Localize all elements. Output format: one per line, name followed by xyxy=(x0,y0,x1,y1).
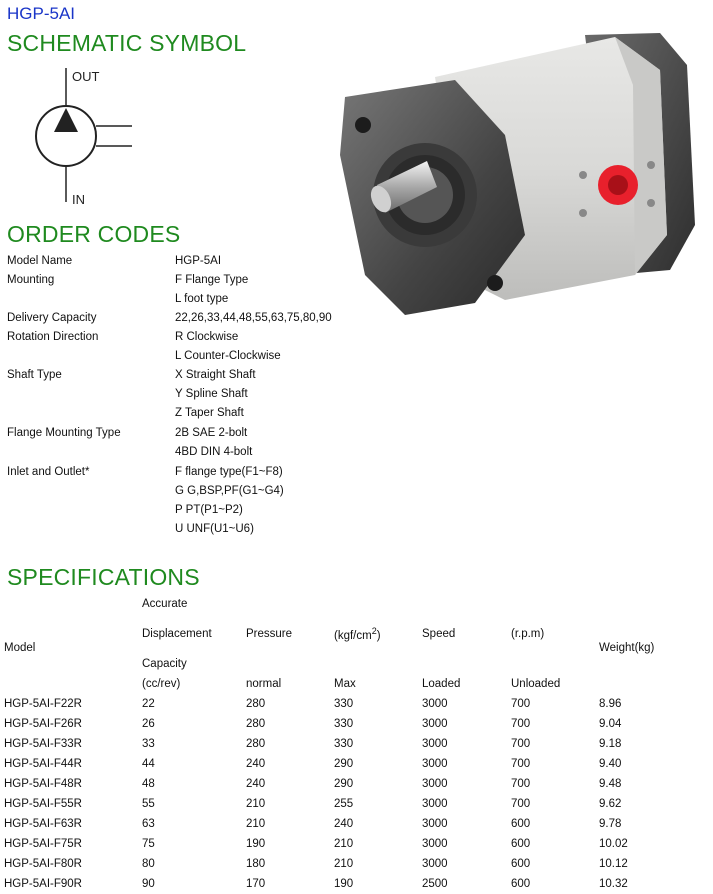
out-label: OUT xyxy=(72,69,100,84)
spec-cell-pressure-max: 330 xyxy=(334,718,354,730)
order-code-value: Y Spline Shaft xyxy=(175,388,248,400)
spec-cell-model: HGP-5AI-F75R xyxy=(4,838,82,850)
order-code-label: Model Name xyxy=(7,255,73,267)
header-cc-rev: (cc/rev) xyxy=(142,678,181,690)
pump-schematic-symbol xyxy=(20,62,150,212)
order-code-value: L Counter-Clockwise xyxy=(175,350,281,362)
spec-cell-weight: 9.62 xyxy=(599,798,622,810)
spec-cell-displacement: 44 xyxy=(142,758,155,770)
spec-cell-pressure-max: 290 xyxy=(334,778,354,790)
spec-cell-speed-unloaded: 600 xyxy=(511,878,531,890)
order-code-value: 2B SAE 2-bolt xyxy=(175,427,248,439)
spec-cell-pressure-max: 255 xyxy=(334,798,354,810)
header-speed: Speed xyxy=(422,628,456,640)
order-code-label: Flange Mounting Type xyxy=(7,427,121,439)
spec-cell-pressure-max: 210 xyxy=(334,858,354,870)
spec-cell-weight: 10.32 xyxy=(599,878,628,890)
order-code-value: L foot type xyxy=(175,293,229,305)
bolt-hole-top xyxy=(355,117,371,133)
spec-cell-speed-loaded: 3000 xyxy=(422,858,448,870)
order-code-value: G G,BSP,PF(G1~G4) xyxy=(175,485,284,497)
spec-cell-pressure-max: 330 xyxy=(334,698,354,710)
spec-cell-displacement: 63 xyxy=(142,818,155,830)
spec-cell-displacement: 55 xyxy=(142,798,155,810)
spec-cell-displacement: 26 xyxy=(142,718,155,730)
spec-cell-model: HGP-5AI-F33R xyxy=(4,738,82,750)
specifications-heading: SPECIFICATIONS xyxy=(7,564,200,590)
spec-cell-pressure-max: 240 xyxy=(334,818,354,830)
spec-header-row-4 xyxy=(4,674,699,694)
spec-row xyxy=(4,814,699,834)
spec-row xyxy=(4,734,699,754)
spec-row xyxy=(4,874,699,894)
spec-cell-speed-unloaded: 600 xyxy=(511,838,531,850)
spec-cell-speed-loaded: 3000 xyxy=(422,798,448,810)
spec-cell-pressure-normal: 280 xyxy=(246,698,266,710)
spec-row xyxy=(4,694,699,714)
order-codes-heading: ORDER CODES xyxy=(7,221,181,247)
order-code-label: Mounting xyxy=(7,274,55,286)
spec-cell-pressure-max: 330 xyxy=(334,738,354,750)
spec-cell-speed-loaded: 2500 xyxy=(422,878,448,890)
spec-cell-pressure-max: 190 xyxy=(334,878,354,890)
header-displacement: Displacement xyxy=(142,628,212,640)
spec-cell-speed-loaded: 3000 xyxy=(422,758,448,770)
spec-cell-weight: 9.04 xyxy=(599,718,622,730)
spec-header-row-2 xyxy=(4,614,699,654)
spec-cell-model: HGP-5AI-F80R xyxy=(4,858,82,870)
spec-cell-pressure-normal: 190 xyxy=(246,838,266,850)
spec-cell-displacement: 22 xyxy=(142,698,155,710)
spec-header-row-3 xyxy=(4,654,699,674)
header-model: Model xyxy=(4,642,36,654)
order-code-value: 22,26,33,44,48,55,63,75,80,90 xyxy=(175,312,332,324)
order-code-label: Inlet and Outlet* xyxy=(7,466,90,478)
header-normal: normal xyxy=(246,678,282,690)
direction-triangle xyxy=(54,108,78,132)
order-code-label: Delivery Capacity xyxy=(7,312,97,324)
spec-cell-weight: 10.02 xyxy=(599,838,628,850)
spec-cell-model: HGP-5AI-F63R xyxy=(4,818,82,830)
order-code-label: Shaft Type xyxy=(7,369,62,381)
specifications-table xyxy=(4,594,699,894)
spec-header-row-1 xyxy=(4,594,699,614)
order-code-value: F flange type(F1~F8) xyxy=(175,466,283,478)
spec-cell-pressure-normal: 170 xyxy=(246,878,266,890)
header-max: Max xyxy=(334,678,356,690)
spec-cell-displacement: 33 xyxy=(142,738,155,750)
spec-cell-speed-unloaded: 600 xyxy=(511,818,531,830)
spec-cell-speed-unloaded: 700 xyxy=(511,758,531,770)
header-unloaded: Unloaded xyxy=(511,678,561,690)
spec-cell-model: HGP-5AI-F90R xyxy=(4,878,82,890)
spec-cell-weight: 9.78 xyxy=(599,818,622,830)
header-capacity: Capacity xyxy=(142,658,187,670)
spec-cell-weight: 9.48 xyxy=(599,778,622,790)
header-pressure: Pressure xyxy=(246,628,293,640)
order-code-value: P PT(P1~P2) xyxy=(175,504,243,516)
header-rpm: (r.p.m) xyxy=(511,628,545,640)
spec-cell-speed-loaded: 3000 xyxy=(422,718,448,730)
bolt-hole-bottom xyxy=(487,275,503,291)
order-code-value: X Straight Shaft xyxy=(175,369,256,381)
spec-cell-speed-unloaded: 600 xyxy=(511,858,531,870)
spec-cell-pressure-max: 210 xyxy=(334,838,354,850)
in-label: IN xyxy=(72,192,85,207)
spec-cell-pressure-normal: 210 xyxy=(246,818,266,830)
spec-row xyxy=(4,834,699,854)
spec-cell-speed-unloaded: 700 xyxy=(511,718,531,730)
spec-cell-speed-unloaded: 700 xyxy=(511,698,531,710)
spec-cell-model: HGP-5AI-F26R xyxy=(4,718,82,730)
gear-pump-image xyxy=(315,25,713,325)
spec-row xyxy=(4,794,699,814)
order-code-value: U UNF(U1~U6) xyxy=(175,523,254,535)
spec-cell-pressure-max: 290 xyxy=(334,758,354,770)
spec-cell-speed-unloaded: 700 xyxy=(511,738,531,750)
spec-cell-displacement: 75 xyxy=(142,838,155,850)
order-code-value: R Clockwise xyxy=(175,331,239,343)
order-code-value: Z Taper Shaft xyxy=(175,407,244,419)
order-code-value: F Flange Type xyxy=(175,274,249,286)
order-code-label: Rotation Direction xyxy=(7,331,99,343)
spec-cell-pressure-normal: 280 xyxy=(246,718,266,730)
schematic-heading: SCHEMATIC SYMBOL xyxy=(7,30,247,56)
spec-row xyxy=(4,854,699,874)
spec-cell-pressure-normal: 240 xyxy=(246,778,266,790)
spec-row xyxy=(4,774,699,794)
spec-cell-displacement: 48 xyxy=(142,778,155,790)
spec-cell-model: HGP-5AI-F48R xyxy=(4,778,82,790)
spec-cell-model: HGP-5AI-F55R xyxy=(4,798,82,810)
spec-cell-speed-loaded: 3000 xyxy=(422,778,448,790)
spec-cell-speed-loaded: 3000 xyxy=(422,698,448,710)
spec-cell-displacement: 90 xyxy=(142,878,155,890)
spec-cell-displacement: 80 xyxy=(142,858,155,870)
spec-cell-speed-unloaded: 700 xyxy=(511,778,531,790)
spec-cell-weight: 9.18 xyxy=(599,738,622,750)
spec-cell-weight: 9.40 xyxy=(599,758,622,770)
order-code-value: HGP-5AI xyxy=(175,255,222,267)
spec-cell-pressure-normal: 240 xyxy=(246,758,266,770)
spec-cell-weight: 10.12 xyxy=(599,858,628,870)
header-weight: Weight(kg) xyxy=(599,642,655,654)
spec-cell-pressure-normal: 180 xyxy=(246,858,266,870)
spec-cell-speed-unloaded: 700 xyxy=(511,798,531,810)
spec-row xyxy=(4,714,699,734)
page-title: HGP-5AI xyxy=(7,4,76,23)
spec-cell-weight: 8.96 xyxy=(599,698,622,710)
spec-row xyxy=(4,754,699,774)
spec-cell-model: HGP-5AI-F44R xyxy=(4,758,82,770)
spec-cell-model: HGP-5AI-F22R xyxy=(4,698,82,710)
spec-cell-speed-loaded: 3000 xyxy=(422,838,448,850)
spec-cell-speed-loaded: 3000 xyxy=(422,818,448,830)
spec-cell-pressure-normal: 210 xyxy=(246,798,266,810)
header-pressure-unit: $(kgf/cm^2)$ xyxy=(334,626,381,642)
header-loaded: Loaded xyxy=(422,678,461,690)
order-code-value: 4BD DIN 4-bolt xyxy=(175,446,253,458)
spec-cell-pressure-normal: 280 xyxy=(246,738,266,750)
spec-cell-speed-loaded: 3000 xyxy=(422,738,448,750)
header-accurate: Accurate xyxy=(142,598,188,610)
